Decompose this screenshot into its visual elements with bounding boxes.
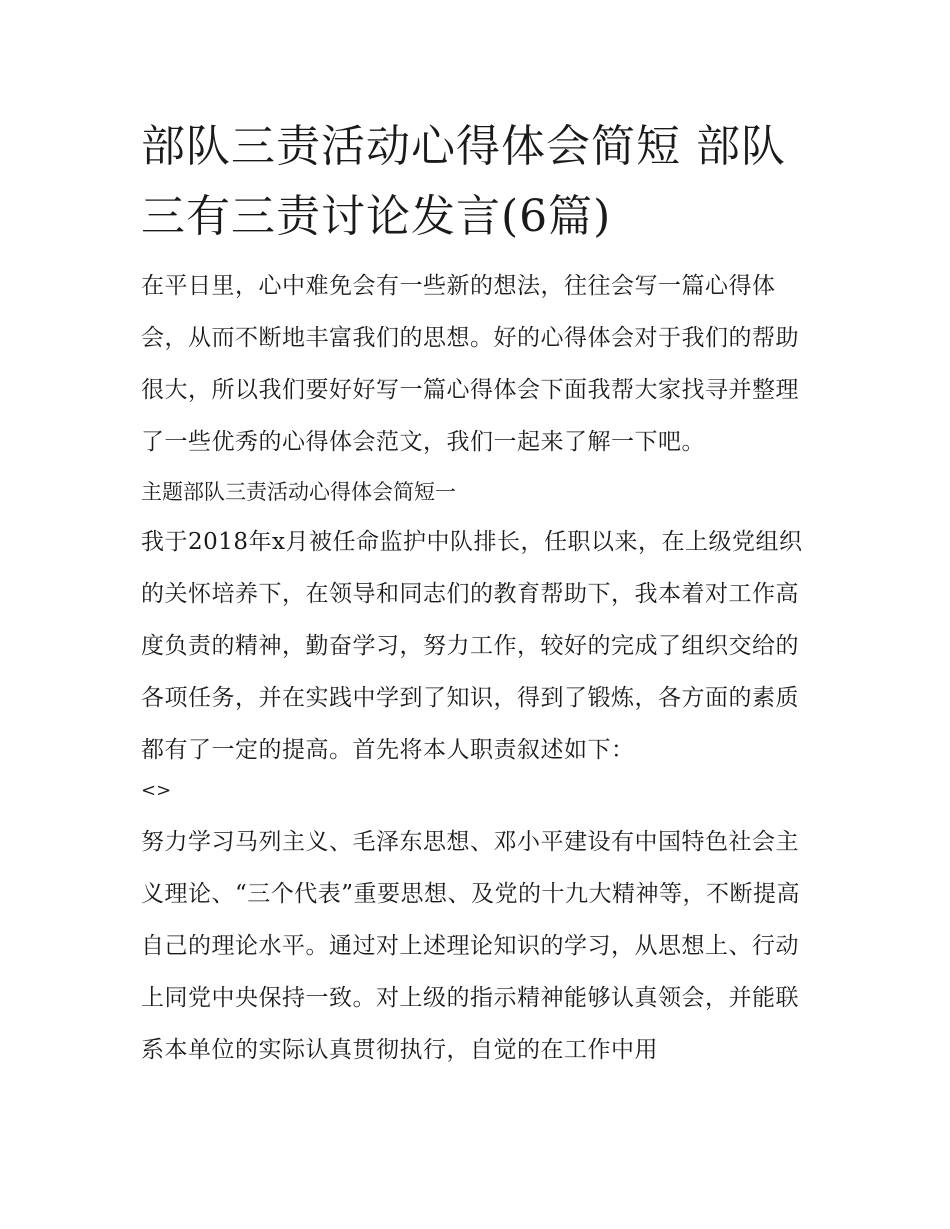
document-body: [141, 112, 813, 1076]
placeholder-marker: <>: [141, 780, 172, 801]
intro-paragraph: 在平日里，心中难免会有一些新的想法，往往会写一篇心得体会，从而不断地丰富我们的思想。好的心得体会对于我们的帮助很大，所以我们要好好写一篇心得体会下面我帮大家找寻并整理了一些优秀的心得体会范文，我们一起来了解一下吧。: [141, 273, 799, 455]
body-paragraph-2: 努力学习马列主义、毛泽东思想、邓小平建设有中国特色社会主义理论、“三个代表”重要思想、及党的十九大精神等，不断提高自己的理论水平。通过对上述理论知识的学习，从思想上、行动上同党中央保持一致。对上级的指示精神能够认真领会，并能联系本单位的实际认真贯彻执行，自觉的在工作中用: [141, 829, 801, 1063]
body-paragraph-1: 我于2018年x月被任命监护中队排长，任职以来，在上级党组织的关怀培养下，在领导和同志们的教育帮助下，我本着对工作高度负责的精神，勤奋学习，努力工作，较好的完成了组织交给的各项任务，并在实践中学到了知识，得到了锻炼，各方面的素质都有了一定的提高。首先将本人职责叙述如下：: [141, 529, 803, 763]
document-title: 部队三责活动心得体会简短 部队三有三责讨论发言(6篇): [141, 121, 786, 242]
section-heading: 主题部队三责活动心得体会简短一: [141, 480, 456, 504]
